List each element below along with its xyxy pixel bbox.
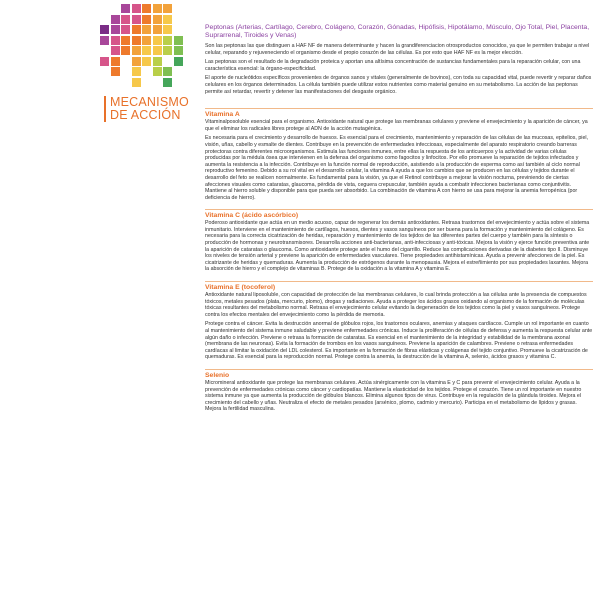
- mosaic-square: [142, 25, 151, 34]
- mosaic-square: [153, 67, 162, 76]
- mosaic-square: [121, 15, 130, 24]
- mosaic-square: [174, 46, 183, 55]
- mosaic-square: [153, 57, 162, 66]
- mosaic-square: [163, 25, 172, 34]
- mosaic-square: [163, 36, 172, 45]
- mosaic-square: [132, 36, 141, 45]
- mosaic-square: [132, 46, 141, 55]
- mosaic-square: [121, 25, 130, 34]
- section-divider: [205, 281, 593, 282]
- mosaic-square: [174, 36, 183, 45]
- section-selenio: [205, 369, 593, 413]
- mosaic-square: [132, 78, 141, 87]
- mosaic-square: [100, 25, 109, 34]
- mosaic-square: [132, 25, 141, 34]
- mosaic-square: [121, 36, 130, 45]
- section-paragraph: Poderoso antioxidante que actúa en un medio acuoso, capaz de regenerar los demás antioxidantes. Retrasa trastornos del envejecimiento y actúa sobre el sistema inmunitario. Interviene en el mantenimiento de cartílagos, huesos, dientes y vasos sanguíneos por ser buena para la formación y mantenimiento del colágeno. Es necesaria para la correcta cicatrización de heridas, reparación y mantenimiento de los tejidos de las diferentes partes del cuerpo y también para la síntesis o producción de hormonas y neurotransmisores. Desarrolla acciones anti-bacterianas, anti-infecciosas y anti-tóxicas. Mejora la visión y ejerce función preventiva ante la aparición de cataratas o glaucoma. Como antioxidante protege ante el humo del cigarrillo. Reduce las complicaciones derivadas de la diabetes tipo II. Disminuye los niveles de tensión arterial y previene la aparición de enfermedades vasculares. Tiene propiedades antihistamínicas. Ayuda a prevenir afecciones de la piel. Es cicatrizante de heridas y quemaduras. Aumenta la producción de estrógenos durante la menopausia. Mejora el estreñimiento por sus propiedades laxantes. Mejora la absorción de hierro y el complejo de vitaminas B. Protege de la oxidación a la vitamina A y vitamina E.: [205, 220, 590, 273]
- mosaic-square: [100, 36, 109, 45]
- mosaic-square: [142, 36, 151, 45]
- mosaic-square: [111, 67, 120, 76]
- mosaic-square: [111, 46, 120, 55]
- mosaic-square: [132, 15, 141, 24]
- section-paragraph: Vitaminalposoluble esencial para el organismo. Antioxidante natural que protege las membranas celulares y previene el envejecimiento y la aparición de cáncer, ya que el eliminar los radicales libres protege al ADN de la acción mutagénica.: [205, 119, 588, 132]
- intro-paragraph: Las peptonas son el resultado de la degradación proteica y aportan una altísima concentración de sustancias fundamentales para la reparación celular, con una característica esencial: la órgano-especificidad.: [205, 59, 581, 72]
- mosaic-square: [153, 25, 162, 34]
- intro-heading: Peptonas (Arterias, Cartílago, Cerebro, Colágeno, Corazón, Gónadas, Hipófisis, Hipotálamo, Músculo, Ojo Total, Piel, Placenta, Suprarrenal, Tiroides y Venas): [205, 24, 590, 39]
- mosaic-square: [121, 46, 130, 55]
- mosaic-square: [132, 4, 141, 13]
- side-title: MECANISMO DE ACCIÓN: [104, 96, 196, 122]
- intro-paragraph: El aporte de nucleótidos específicos provenientes de órganos sanos y vitales (generalmente de bovinos), con toda su capacidad vital, puede revertir y reparar daños celulares en los órganos determinados. La célula también puede utilizar estos nutrientes como material genuino en su metabolismo. La acción de las peptonas permite así retardar, revertir y detener las manifestaciones del desgaste orgánico.: [205, 75, 592, 95]
- mosaic-square: [142, 57, 151, 66]
- mosaic-square: [163, 67, 172, 76]
- section-vitamina-e: [205, 281, 593, 361]
- mosaic-square: [111, 25, 120, 34]
- section-divider: [205, 209, 593, 210]
- mosaic-square: [142, 4, 151, 13]
- mosaic-square: [153, 15, 162, 24]
- mosaic-square: [142, 15, 151, 24]
- mosaic-square: [163, 78, 172, 87]
- section-paragraph: Protege contra el cáncer. Evita la destrucción anormal de glóbulos rojos, los trastornos oculares, anemias y ataques cardíacos. Cumple un rol importante en cuanto al mantenimiento del sistema inmune saludable y previene enfermedades crónicas. Induce la proliferación de células de defensa y aumenta la respuesta celular ante algún daño o infección. Previene o retrasa la formación de cataratas. Es esencial en el mantenimiento de la integridad y estabilidad de la membrana axonal (membrana de las neuronas). Evita la formación de trombos en los vasos sanguíneos. Previene la aparición de calambres. Previene o retrasa enfermedades cardíacas al limitar la oxidación del LDL colesterol. Es importante en la formación de fibras elásticas y colágenas del tejido conjuntivo. Promueve la cicatrización de quemaduras. Es esencial para la reproducción normal. Protege contra la anemia, la destrucción de la vitamina A, selenio, ácidos grasos y vitamina C.: [205, 321, 593, 361]
- document-body: [205, 24, 593, 416]
- mosaic-square: [132, 67, 141, 76]
- section-heading: Vitamina C (ácido ascórbico): [205, 212, 299, 220]
- section-paragraph: Es necesaria para el crecimiento y desarrollo de huesos. Es esencial para el crecimiento, mantenimiento y reparación de las células de las mucosas, epitelios, piel, visión, uñas, cabello y esmalte de dientes. Contribuye en la prevención de enfermedades infecciosas, especialmente del aparato respiratorio creando barreras protectoras contra diferentes microorganismos. Estimula las funciones inmunes, entre ellas la respuesta de los anticuerpos y la actividad de varias células producidas por la médula ósea que intervienen en la defensa del organismo como fagocitos y linfocitos. Por ello promueve la reparación de tejidos infectados y aumenta la resistencia a la infección. Contribuye en la función normal de reproducción, asistiendo a la producción de esperma como así también al ciclo normal reproductivo femenino. Debido a su rol vital en el desarrollo celular, la vitamina A ayuda a que los cambios que se producen en las células y tejidos durante el desarrollo del feto se realicen normalmente. Es fundamental para la visión, ya que el Retinol contribuye a mejorar la visión nocturna, previniendo de ciertas afecciones visuales como cataratas, glaucoma, pérdida de vista, ceguera crepuscular, también ayuda a combatir infecciones bacterianas como conjuntivitis. Mantiene al hierro soluble y disponible para que pueda ser absorbido. La combinación de vitamina A con hierro se usa para mejorar la anemia ferropénica (por deficiencia de hierro).: [205, 135, 589, 201]
- section-heading: Vitamina A: [205, 111, 240, 119]
- section-divider: [205, 369, 593, 370]
- mosaic-square: [111, 57, 120, 66]
- section-paragraph: Micromineral antioxidante que protege las membranas celulares. Actúa sinérgicamente con la vitamina E y C para prevenir el envejecimiento celular. Ayuda a la prevención de enfermedades crónicas como cáncer y cardiopatías. Mantiene la elasticidad de los tejidos. Protege el corazón. Tiene un rol importante en nuestro sistema inmune ya que aumenta la producción de glóbulos blancos. Elimina algunos tipos de virus. Contribuye en la regulación de la glándula tiroides. Mejora el crecimiento del cabello y uñas. Neutraliza el efecto de metales pesados (arsénico, plomo, cadmio y mercurio). Participa en el metabolismo de lípidos y grasas. Mejora la fertilidad masculina.: [205, 379, 582, 413]
- mosaic-square: [153, 4, 162, 13]
- mosaic-square: [132, 57, 141, 66]
- section-divider: [205, 108, 593, 109]
- mosaic-square: [111, 36, 120, 45]
- section-paragraph: Antioxidante natural liposoluble, con capacidad de protección de las membranas celulares, lo cual brinda protección a las células ante la presencia de compuestos tóxicos, metales pesados (plata, mercurio, plomo), drogas y radiaciones. Ayuda a proteger los ácidos grasos oxidando al organismo de la formación de moléculas tóxicas resultantes del metabolismo normal. Retrasa el envejecimiento celular evitando la degeneración de los tejidos como la piel y vasos sanguíneos. Protege contra los efectos mentales del envejecimiento como la pérdida de memoria.: [205, 292, 587, 318]
- mosaic-square: [163, 15, 172, 24]
- mosaic-square: [153, 36, 162, 45]
- color-mosaic-logo: [100, 4, 184, 90]
- mosaic-square: [174, 57, 183, 66]
- mosaic-square: [142, 46, 151, 55]
- mosaic-square: [111, 15, 120, 24]
- mosaic-square: [153, 46, 162, 55]
- intro-section: [205, 24, 593, 95]
- section-vitamina-c: [205, 209, 593, 273]
- intro-paragraph: Son las peptonas las que distinguen a HAF NF de manera determinante y hacen la grandiferenciacion otrosproductos conocidos, ya que le permiten trabajar a nivel celular, reparando y rejuveneciendo el organismo desde el propio corazón de las células. Es por esto que HAF NF es la mejor elección.: [205, 43, 590, 56]
- section-vitamina-a: [205, 108, 593, 201]
- mosaic-square: [121, 4, 130, 13]
- section-heading: Vitamina E (tocoferol): [205, 284, 276, 292]
- mosaic-square: [163, 46, 172, 55]
- mosaic-square: [100, 57, 109, 66]
- mosaic-square: [163, 4, 172, 13]
- section-heading: Selenio: [205, 371, 230, 379]
